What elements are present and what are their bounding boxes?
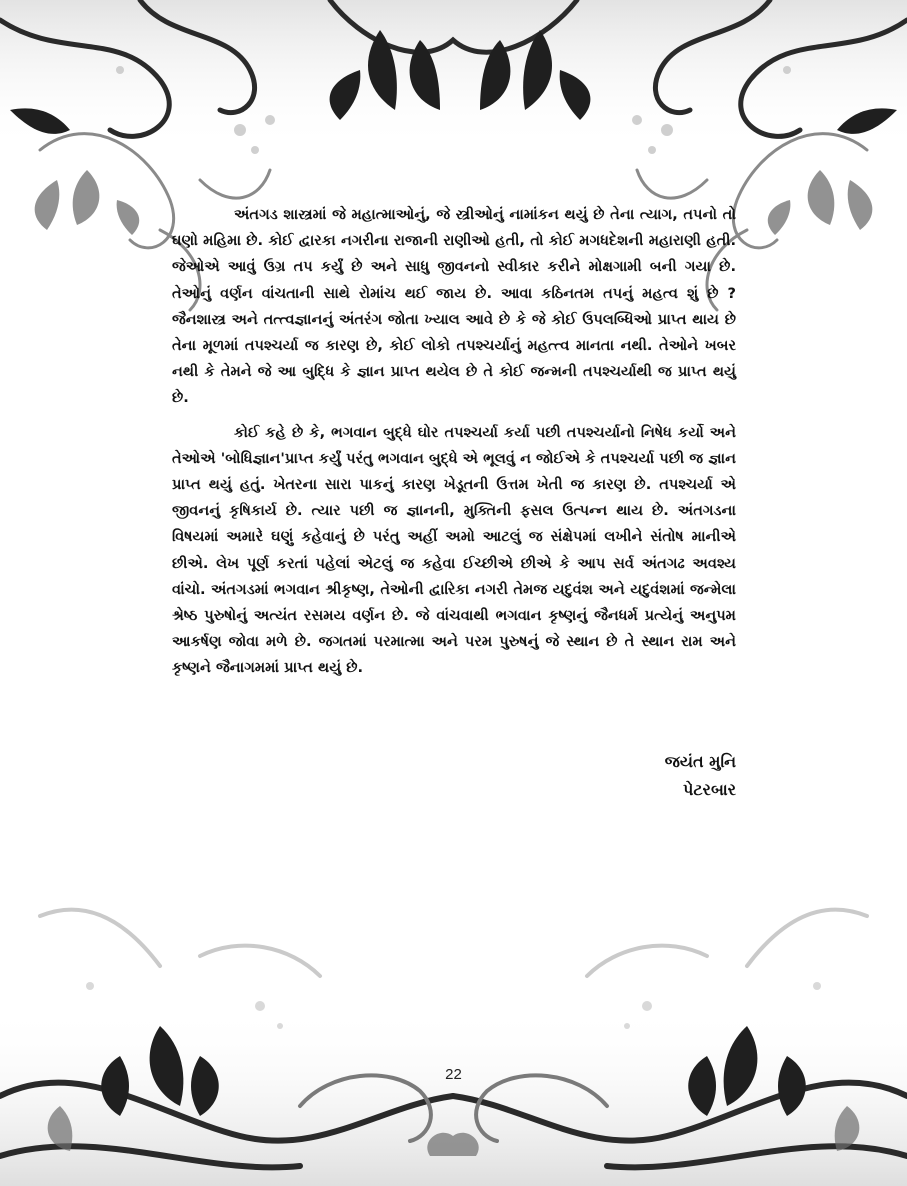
bottom-floral-ornament (0, 856, 907, 1186)
author-name: જયંત મુનિ (664, 752, 736, 771)
paragraph-1: અંતગડ શાસ્ત્રમાં જે મહાત્માઓનું, જે સ્ત્રીઓનું નામાંકન થયું છે તેના ત્યાગ, તપનો તો ઘણો મહિમા છે. કોઈ દ્વારકા નગરીના રાજાની રાણીઓ હતી, તો કોઈ મગધદેશની મહારાણી હતી. જેઓએ આવું ઉગ્ર તપ કર્યું છે અને સાધુ જીવનનો સ્વીકાર કરીને મોક્ષગામી બની ગયા છે. તેઓનું વર્ણન વાંચતાની સાથે રોમાંચ થઈ જાય છે. આવા કઠિનતમ તપનું મહત્વ શું છે ? જૈનશાસ્ત્ર અને તત્ત્વજ્ઞાનનું અંતરંગ જોતા ખ્યાલ આવે છે કે જે કોઈ ઉપલબ્ધિઓ પ્રાપ્ત થાય છે તેના મૂળમાં તપશ્ચર્યા જ કારણ છે, કોઈ લોકો તપશ્ચર્યાનું મહત્ત્વ માનતા નથી. તેઓને ખબર નથી કે તેમને જે આ બુદ્ધિ કે જ્ઞાન પ્રાપ્ત થયેલ છે તે કોઈ જન્મની તપશ્ચર્યાથી જ પ્રાપ્ત થયું છે. (172, 206, 736, 407)
article-body (172, 202, 736, 682)
paragraph-2: કોઈ કહે છે કે, ભગવાન બુદ્ધે ઘોર તપશ્ચર્યા કર્યા પછી તપશ્ચર્યાનો નિષેધ કર્યો અને તેઓએ 'બોધિજ્ઞાન'પ્રાપ્ત કર્યું પરંતુ ભગવાન બુદ્ધે એ ભૂલવું ન જોઈએ કે તપશ્ચર્યા પછી જ જ્ઞાન પ્રાપ્ત થયું હતું. ખેતરના સારા પાકનું કારણ ખેડૂતની ઉત્તમ ખેતી જ કારણ છે. તપશ્ચર્યા એ જીવનનું કૃષિકાર્ય છે. ત્યાર પછી જ જ્ઞાનની, મુક્તિની ફસલ ઉત્પન્ન થાય છે. અંતગડના વિષયમાં અમારે ઘણું કહેવાનું છે પરંતુ અહીં અમો આટલું જ સંક્ષેપમાં લખીને સંતોષ માનીએ છીએ. લેખ પૂર્ણ કરતાં પહેલાં એટલું જ કહેવા ઈચ્છીએ છીએ કે આપ સર્વ અંતગઢ અવશ્ય વાંચો. અંતગડમાં ભગવાન શ્રીકૃષ્ણ, તેઓની દ્વારિકા નગરી તેમજ યદુવંશ અને યદુવંશમાં જન્મેલા શ્રેષ્ઠ પુરુષોનું અત્યંત રસમય વર્ણન છે. જે વાંચવાથી ભગવાન કૃષ્ણનું જૈનધર્મ પ્રત્યેનું અનુપમ આકર્ષણ જોવા મળે છે. જગતમાં પરમાત્મા અને પરમ પુરુષનું જે સ્થાન છે તે સ્થાન રામ અને કૃષ્ણને જૈનાગમમાં પ્રાપ્ત થયું છે. (172, 423, 736, 677)
page-number: 22 (445, 1066, 462, 1083)
signature-block (665, 748, 736, 804)
author-place: પેટરબાર (682, 780, 736, 799)
